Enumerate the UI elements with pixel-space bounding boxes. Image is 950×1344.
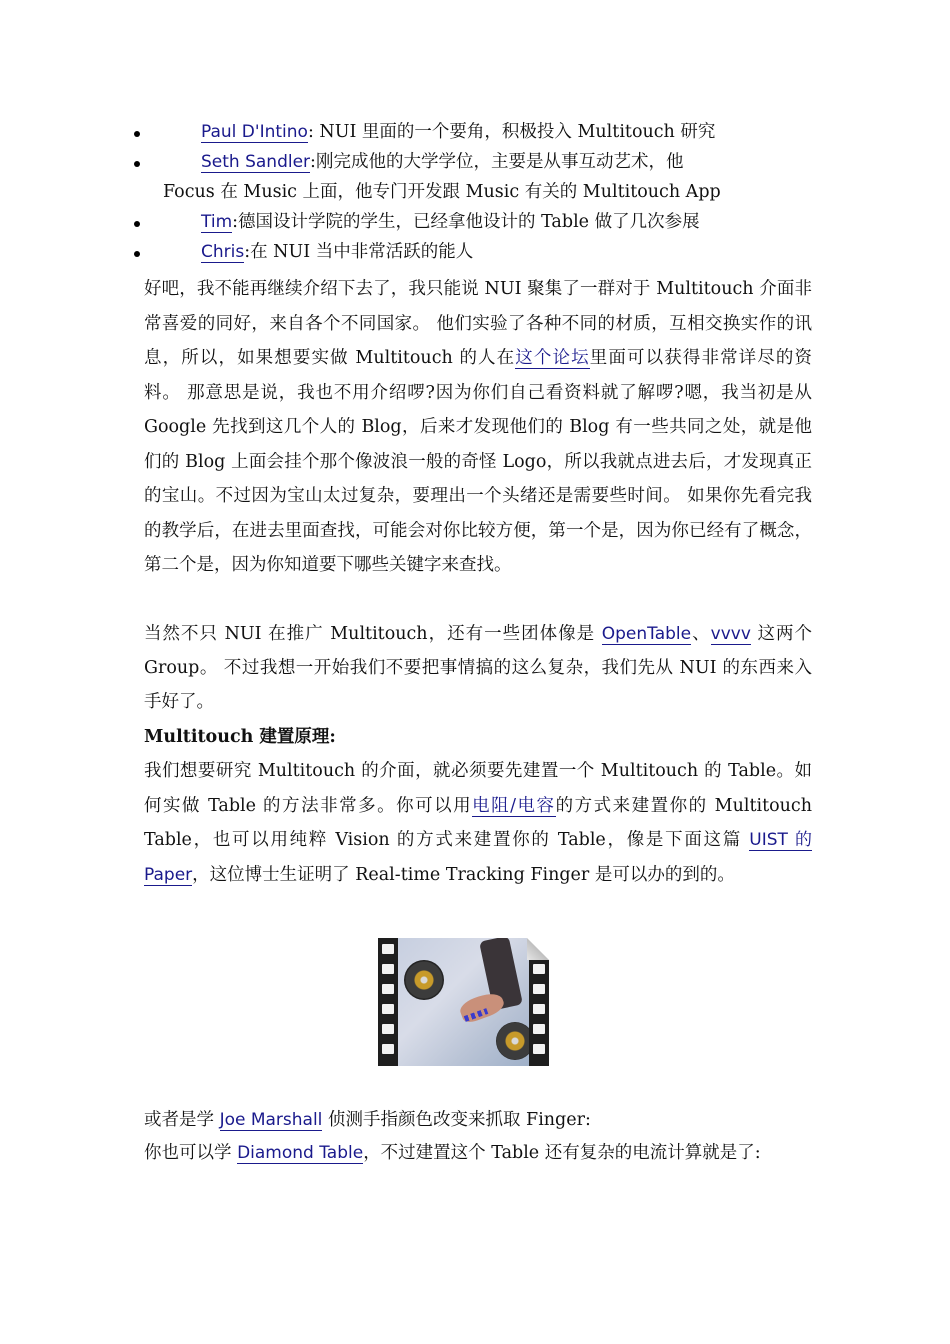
build-text-1: 我们想要研究 Multitouch 的介面，就必须要先建置一个 Multitouch 的 Table。如何实做 Table 的方法非常多。你可以用 — [144, 761, 812, 816]
joe-marshall-link[interactable]: Joe Marshall — [219, 1110, 323, 1130]
member-desc: :德国设计学院的学生，已经拿他设计的 Table 做了几次参展 — [232, 212, 700, 232]
diamond-paragraph — [144, 1137, 812, 1170]
joe-text-1: 或者是学 — [144, 1110, 220, 1130]
list-item — [128, 117, 828, 147]
member-link-paul[interactable]: Paul D'Intino — [201, 122, 308, 142]
member-link-chris[interactable]: Chris — [201, 242, 245, 262]
groups-separator: 、 — [691, 624, 711, 644]
resistive-capacitive-link[interactable]: 电阻/电容 — [472, 795, 556, 816]
opentable-link[interactable]: OpenTable — [601, 624, 692, 644]
member-link-seth[interactable]: Seth Sandler — [201, 152, 311, 172]
section-heading — [144, 720, 812, 755]
groups-paragraph — [144, 617, 812, 719]
list-item — [128, 147, 828, 207]
member-link-tim[interactable]: Tim — [201, 212, 233, 232]
diamond-table-link[interactable]: Diamond Table — [237, 1143, 364, 1163]
joe-paragraph — [144, 1103, 812, 1138]
bullet-icon — [134, 161, 140, 167]
member-desc: : NUI 里面的一个要角，积极投入 Multitouch 研究 — [307, 122, 716, 142]
build-paragraph — [144, 754, 812, 892]
member-desc: :刚完成他的大学学位，主要是从事互动艺术，他 — [310, 152, 684, 172]
bullet-icon — [134, 221, 140, 227]
heading-cn: 建置原理: — [253, 727, 336, 747]
joe-text-2: 侦测手指颜色改变来抓取 Finger: — [322, 1110, 591, 1130]
bullet-icon — [134, 131, 140, 137]
build-text-2: 的方式来建置你的 Multitouch Table，也可以用纯粹 Vision 的方式来建置你的 Table，像是下面这篇 — [144, 795, 813, 850]
list-item — [128, 237, 828, 267]
member-list — [128, 117, 828, 267]
intro-paragraph — [144, 272, 812, 583]
build-text-3: ，这位博士生证明了 Real-time Tracking Finger 是可以办的到的。 — [192, 864, 735, 885]
member-desc: :在 NUI 当中非常活跃的能人 — [244, 242, 474, 262]
diamond-text-1: 你也可以学 — [144, 1143, 238, 1163]
groups-text-2: 这两个 Group。 不过我想一开始我们不要把事情搞的这么复杂，我们先从 NUI 的东西来入手好了。 — [144, 624, 812, 712]
vvvv-link[interactable]: vvvv — [710, 624, 751, 644]
cd-disc-image — [404, 960, 444, 1000]
forum-link[interactable]: 这个论坛 — [515, 348, 590, 368]
video-thumbnail[interactable] — [378, 938, 549, 1066]
bullet-icon — [134, 251, 140, 257]
heading-latin: Multitouch — [144, 727, 254, 747]
diamond-text-2: ，不过建置这个 Table 还有复杂的电流计算就是了: — [363, 1143, 761, 1163]
member-desc-continued: Focus 在 Music 上面，他专门开发跟 Music 有关的 Multitouch App — [163, 182, 721, 202]
uist-paper-link[interactable]: UIST 的 Paper — [144, 830, 812, 885]
list-item — [128, 207, 828, 237]
film-strip-left — [378, 938, 398, 1066]
groups-text-1: 当然不只 NUI 在推广 Multitouch，还有一些团体像是 — [144, 624, 602, 644]
page-curl-icon — [527, 938, 549, 960]
intro-text-2: 里面可以获得非常详尽的资料。 那意思是说，我也不用介绍啰?因为你们自己看资料就了解啰?嗯，我当初是从 Google 先找到这几个人的 Blog，后来才发现他们的 Blog 有一些共同之处，就是他们的 Blog 上面会挂个那个像波浪一般的奇怪 Logo，所以我就点进去后，才发现真正的宝山。不过因为宝山太过复杂，要理出一个头绪还是需要些时间。 如果你先看完我的教学后，在进去里面查找，可能会对你比较方便，第一个是，因为你已经有了概念，第二个是，因为你知道要下哪些关键字来查找。 — [144, 348, 813, 575]
video-frame-image — [398, 938, 529, 1066]
intro-text-1: 好吧，我不能再继续介绍下去了，我只能说 NUI 聚集了一群对于 Multitouch 介面非常喜爱的同好，来自各个不同国家。 他们实验了各种不同的材质，互相交换实作的讯息，所以，如果想要实做 Multitouch 的人在 — [144, 279, 812, 368]
